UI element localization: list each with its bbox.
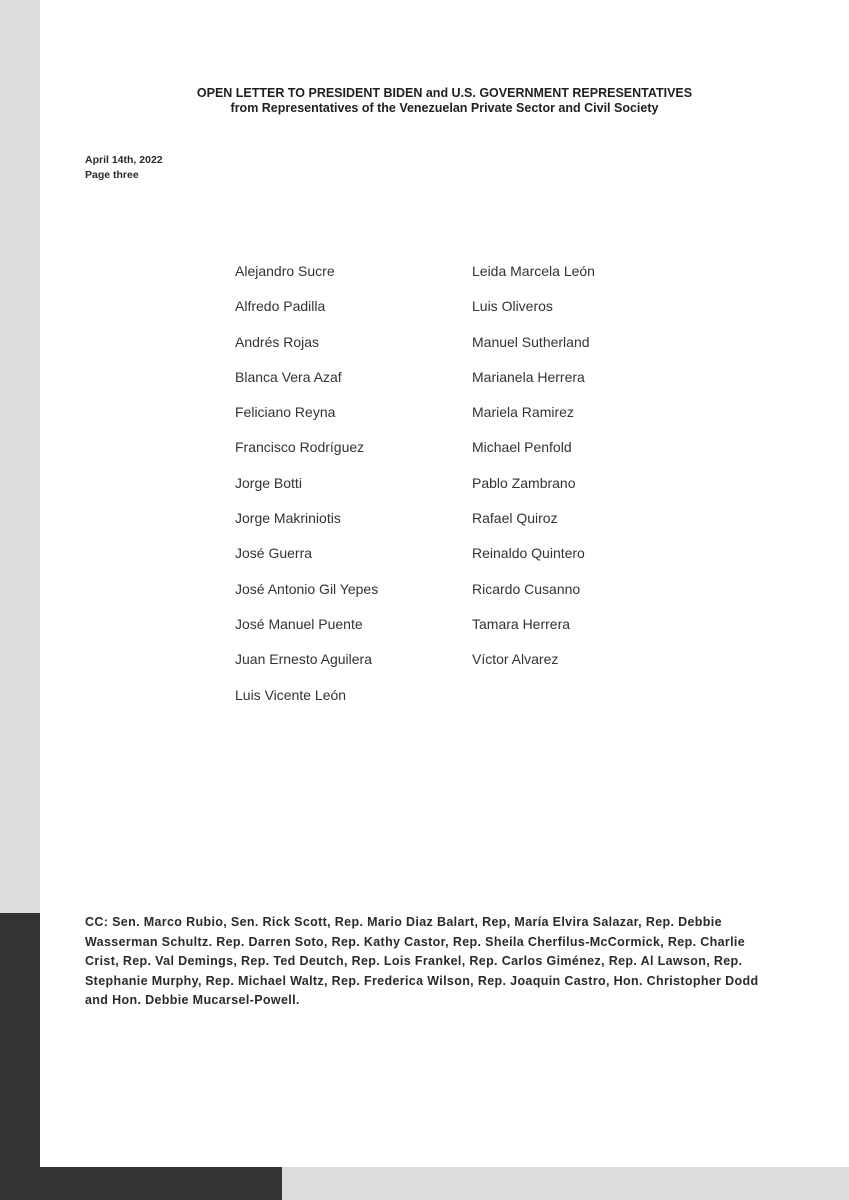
bottom-decor-bar-light — [282, 1167, 849, 1200]
signatories-right-column — [472, 262, 595, 686]
signatory-name: Jorge Botti — [235, 474, 302, 491]
signatory-name: José Antonio Gil Yepes — [235, 580, 379, 597]
letter-meta — [85, 153, 163, 183]
signatories-left-column — [235, 262, 378, 721]
letter-title: OPEN LETTER TO PRESIDENT BIDEN and U.S. GOVERNMENT REPRESENTATIVES — [196, 86, 693, 100]
signatory-name: Ricardo Cusanno — [472, 580, 581, 597]
letter-date: April 14th, 2022 — [85, 154, 163, 166]
signatory-name: Leida Marcela León — [472, 263, 595, 279]
letter-subtitle: from Representatives of the Venezuelan Private Sector and Civil Society — [230, 101, 659, 115]
letter-header — [40, 86, 849, 116]
signatory-name: Francisco Rodríguez — [235, 439, 365, 456]
signatory-name: Rafael Quiroz — [472, 510, 558, 527]
left-decor-bar-dark — [0, 913, 40, 1200]
signatory-name: Feliciano Reyna — [235, 404, 336, 421]
signatory-name: Marianela Herrera — [472, 368, 585, 385]
signatory-name: Alejandro Sucre — [235, 263, 335, 279]
signatory-name: Luis Vicente León — [235, 686, 347, 703]
signatory-name: Alfredo Padilla — [235, 298, 326, 315]
signatory-name: Manuel Sutherland — [472, 333, 590, 350]
signatory-name: Luis Oliveros — [472, 298, 553, 315]
signatory-name: Tamara Herrera — [472, 615, 571, 632]
signatory-name: Pablo Zambrano — [472, 474, 576, 491]
signatory-name: Juan Ernesto Aguilera — [235, 651, 372, 668]
page-label: Page three — [85, 169, 139, 181]
cc-list: CC: Sen. Marco Rubio, Sen. Rick Scott, Rep. Mario Diaz Balart, Rep, María Elvira Salazar, Rep. Debbie Wasserman Schultz. Rep. Darren Soto, Rep. Kathy Castor, Rep. Sheila Cherfilus-McCormick, Rep. Charlie Crist, Rep. Val Demings, Rep. Ted Deutch, Rep. Lois Frankel, Rep. Carlos Giménez, Rep. Al Lawson, Rep. Stephanie Murphy, Rep. Michael Waltz, Rep. Frederica Wilson, Rep. Joaquin Castro, Hon. Christopher Dodd and Hon. Debbie Mucarsel-Powell. — [85, 915, 759, 1008]
signatory-name: Michael Penfold — [472, 439, 572, 456]
signatory-name: Mariela Ramirez — [472, 404, 574, 421]
signatory-name: Blanca Vera Azaf — [235, 368, 342, 385]
signatory-name: Víctor Alvarez — [472, 651, 559, 668]
bottom-decor-bar-dark — [40, 1167, 282, 1200]
signatory-name: Jorge Makriniotis — [235, 510, 341, 527]
signatory-name: José Guerra — [235, 545, 313, 562]
left-decor-bar-light — [0, 0, 40, 913]
signatory-name: José Manuel Puente — [235, 615, 363, 632]
signatory-name: Reinaldo Quintero — [472, 545, 585, 562]
signatory-name: Andrés Rojas — [235, 333, 320, 350]
